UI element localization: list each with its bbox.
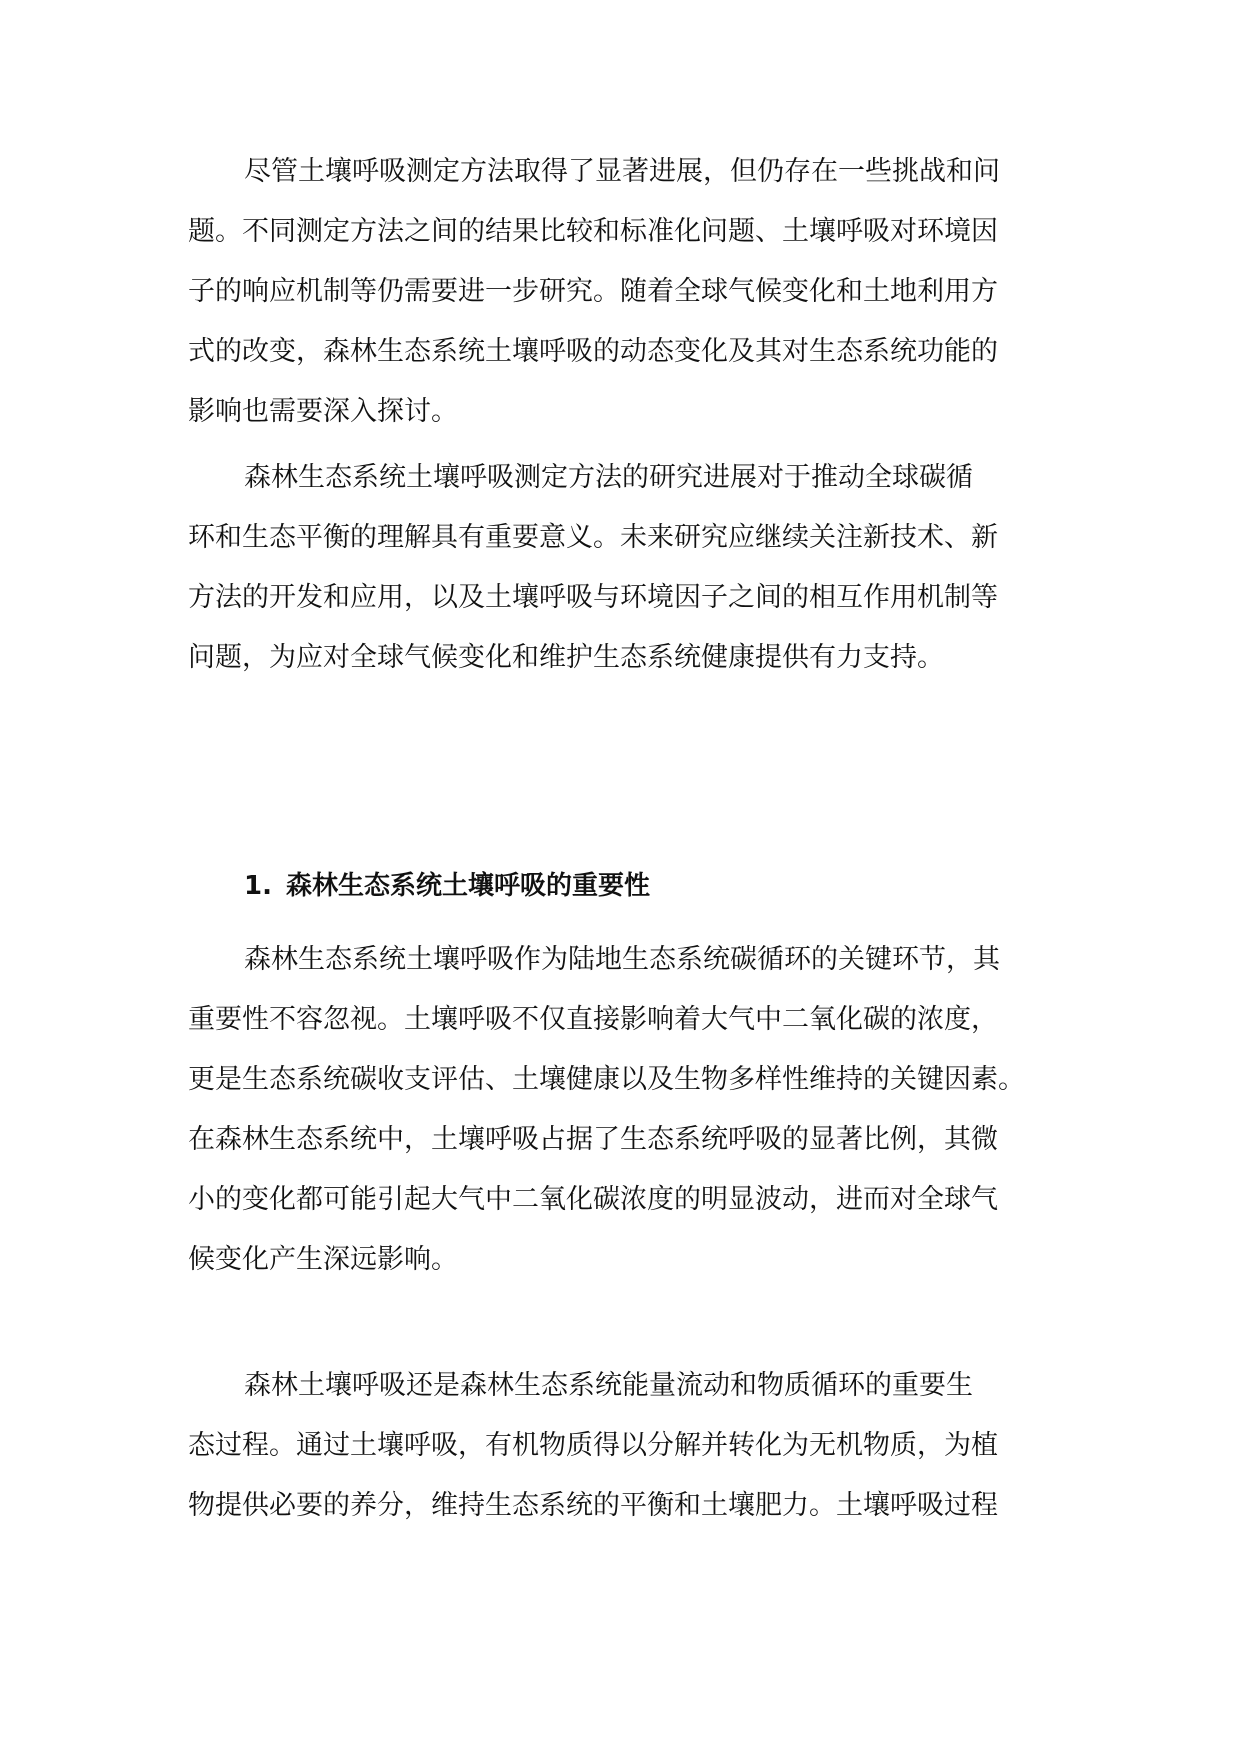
paragraph-line: 物提供必要的养分，维持生态系统的平衡和土壤肥力。土壤呼吸过程: [188, 1490, 998, 1521]
paragraph-line: 更是生态系统碳收支评估、土壤健康以及生物多样性维持的关键因素。: [188, 1064, 1025, 1095]
paragraph-line: 环和生态平衡的理解具有重要意义。未来研究应继续关注新技术、新: [188, 522, 998, 553]
paragraph-line: 影响也需要深入探讨。: [188, 396, 458, 427]
paragraph-4: [188, 1356, 1054, 1536]
paragraph-3: [188, 930, 1054, 1290]
paragraph-line: 候变化产生深远影响。: [188, 1244, 458, 1275]
paragraph-line: 方法的开发和应用，以及土壤呼吸与环境因子之间的相互作用机制等: [188, 582, 998, 613]
paragraph-line: 森林生态系统土壤呼吸测定方法的研究进展对于推动全球碳循: [244, 462, 973, 493]
paragraph-line: 森林生态系统土壤呼吸作为陆地生态系统碳循环的关键环节，其: [244, 944, 1000, 975]
section-title: 森林生态系统土壤呼吸的重要性: [285, 871, 650, 901]
paragraph-line: 重要性不容忽视。土壤呼吸不仅直接影响着大气中二氧化碳的浓度，: [188, 1004, 998, 1035]
paragraph-line: 式的改变，森林生态系统土壤呼吸的动态变化及其对生态系统功能的: [188, 336, 998, 367]
paragraph-2: [188, 448, 1054, 688]
paragraph-line: 在森林生态系统中，土壤呼吸占据了生态系统呼吸的显著比例，其微: [188, 1124, 998, 1155]
paragraph-line: 子的响应机制等仍需要进一步研究。随着全球气候变化和土地利用方: [188, 276, 998, 307]
paragraph-line: 态过程。通过土壤呼吸，有机物质得以分解并转化为无机物质，为植: [188, 1430, 998, 1461]
paragraph-line: 问题，为应对全球气候变化和维护生态系统健康提供有力支持。: [188, 642, 944, 673]
section-number: 1.: [244, 871, 272, 901]
paragraph-line: 题。不同测定方法之间的结果比较和标准化问题、土壤呼吸对环境因: [188, 216, 998, 247]
paragraph-line: 小的变化都可能引起大气中二氧化碳浓度的明显波动，进而对全球气: [188, 1184, 998, 1215]
paragraph-1: [188, 142, 1054, 442]
paragraph-line: 尽管土壤呼吸测定方法取得了显著进展，但仍存在一些挑战和问: [244, 156, 1000, 187]
paragraph-line: 森林土壤呼吸还是森林生态系统能量流动和物质循环的重要生: [244, 1370, 973, 1401]
section-heading: [244, 865, 650, 902]
